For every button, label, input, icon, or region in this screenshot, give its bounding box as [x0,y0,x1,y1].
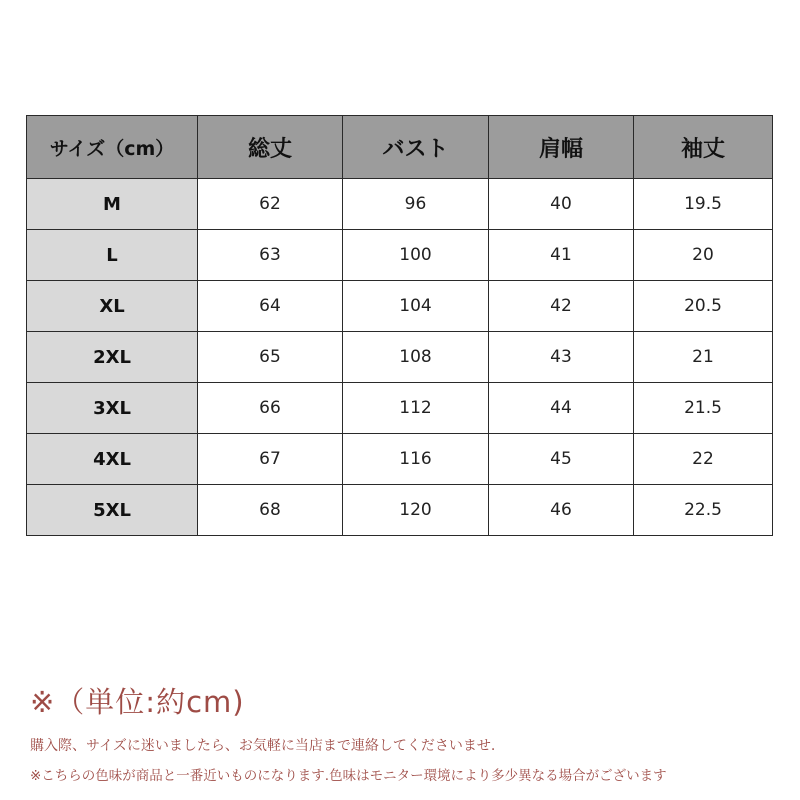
shoulder-width-cell: 46 [489,485,634,536]
size-chart-table [26,115,773,536]
total-length-cell: 68 [198,485,343,536]
table-row [27,179,773,230]
bust-cell: 104 [343,281,489,332]
total-length-cell: 62 [198,179,343,230]
shoulder-width-cell: 44 [489,383,634,434]
shoulder-width-cell: 40 [489,179,634,230]
table-row [27,332,773,383]
total-length-cell: 64 [198,281,343,332]
table-row [27,434,773,485]
table-row [27,230,773,281]
shoulder-width-cell: 42 [489,281,634,332]
sleeve-length-cell: 20 [634,230,773,281]
total-length-cell: 63 [198,230,343,281]
shoulder-width-cell: 41 [489,230,634,281]
table-row [27,485,773,536]
shoulder-width-cell: 43 [489,332,634,383]
sleeve-length-cell: 20.5 [634,281,773,332]
bust-cell: 108 [343,332,489,383]
sleeve-length-cell: 21 [634,332,773,383]
table-header [27,116,773,179]
bust-cell: 112 [343,383,489,434]
table-row [27,383,773,434]
total-length-cell: 67 [198,434,343,485]
sleeve-length-cell: 22 [634,434,773,485]
table-body [27,179,773,536]
header-sleeve-length: 袖丈 [634,116,773,179]
size-cell: L [27,230,198,281]
sleeve-length-cell: 19.5 [634,179,773,230]
table-row [27,281,773,332]
bust-cell: 96 [343,179,489,230]
bust-cell: 120 [343,485,489,536]
size-cell: M [27,179,198,230]
total-length-cell: 66 [198,383,343,434]
header-bust: バスト [343,116,489,179]
size-cell: 5XL [27,485,198,536]
shoulder-width-cell: 45 [489,434,634,485]
contact-note: 購入際、サイズに迷いましたら、お気軽に当店まで連絡してくださいませ. [30,738,496,754]
size-cell: 3XL [27,383,198,434]
bust-cell: 116 [343,434,489,485]
header-row [27,116,773,179]
sleeve-length-cell: 21.5 [634,383,773,434]
total-length-cell: 65 [198,332,343,383]
unit-note: ※（単位:約cm) [30,685,245,719]
size-cell: XL [27,281,198,332]
size-cell: 2XL [27,332,198,383]
size-cell: 4XL [27,434,198,485]
header-total-length: 総丈 [198,116,343,179]
sleeve-length-cell: 22.5 [634,485,773,536]
bust-cell: 100 [343,230,489,281]
color-disclaimer-note: ※こちらの色味が商品と一番近いものになります.色味はモニター環境により多少異なる場合がございます [30,768,667,784]
header-shoulder-width: 肩幅 [489,116,634,179]
header-size: サイズ（cm） [27,116,198,179]
